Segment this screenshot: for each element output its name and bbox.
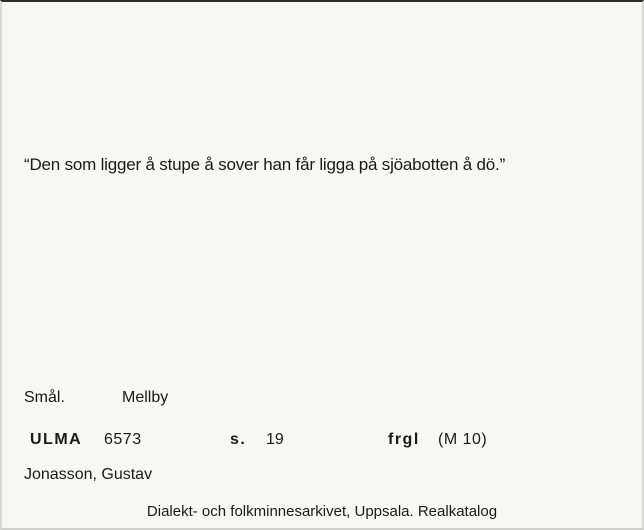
quote-text: “Den som ligger å stupe å sover han får ligga på sjöabotten å dö.” bbox=[24, 155, 506, 174]
parish-label: Mellby bbox=[122, 389, 169, 406]
page-label: s. bbox=[230, 431, 247, 448]
archive-code: ULMA bbox=[30, 431, 83, 448]
category-code: (M 10) bbox=[438, 431, 488, 448]
record-number: 6573 bbox=[104, 431, 142, 448]
page-number: 19 bbox=[266, 431, 284, 448]
archive-footer: Dialekt- och folkminnesarkivet, Uppsala. Realkatalog bbox=[146, 503, 498, 520]
place-row bbox=[24, 388, 168, 408]
category-label: frgl bbox=[388, 431, 420, 448]
informant-name: Jonasson, Gustav bbox=[24, 466, 153, 483]
region-label: Smål. bbox=[24, 389, 65, 406]
